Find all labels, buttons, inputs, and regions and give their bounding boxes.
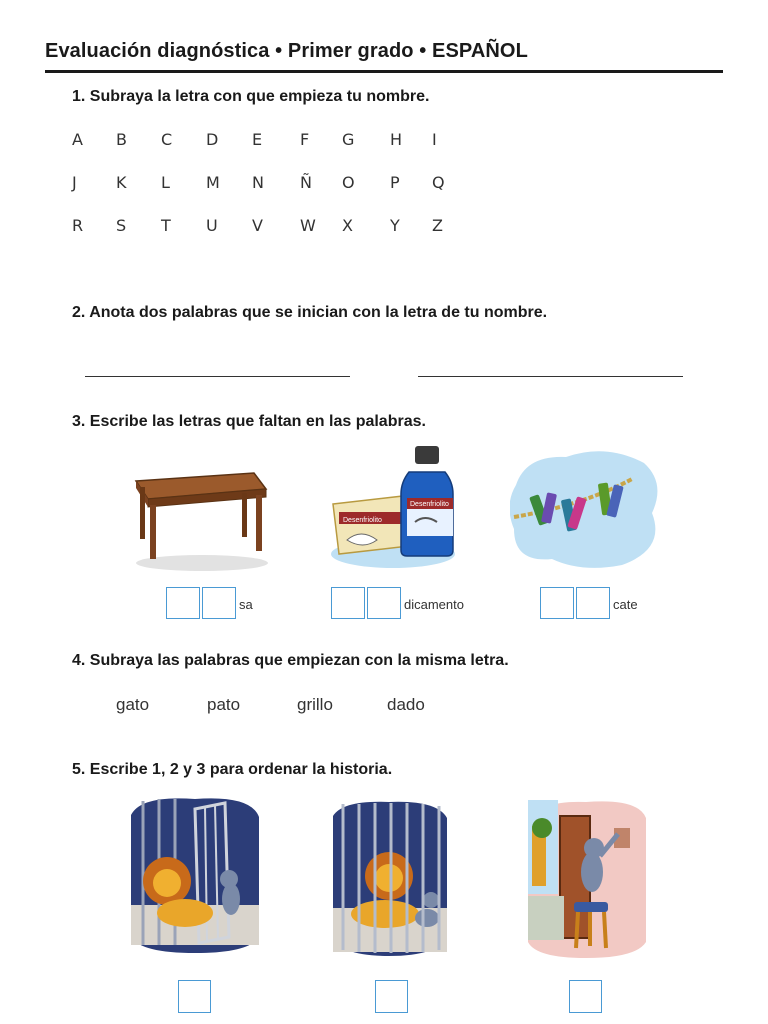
letter-s[interactable]: S: [116, 216, 127, 235]
word-suffix-3: cate: [613, 597, 638, 612]
word-dado[interactable]: dado: [387, 695, 425, 714]
header-rule: [45, 70, 723, 73]
letter-i[interactable]: I: [432, 130, 437, 149]
box-label-text: Desenfriolito: [343, 517, 382, 524]
letter-box-2a[interactable]: [331, 587, 365, 619]
order-box-2[interactable]: [375, 980, 408, 1013]
word-gato[interactable]: gato: [116, 695, 150, 714]
word-grillo[interactable]: grillo: [297, 695, 333, 714]
letter-x[interactable]: X: [342, 216, 353, 235]
answer-line-1[interactable]: [85, 376, 350, 377]
word-suffix-1: sa: [239, 597, 253, 612]
letter-d[interactable]: D: [206, 130, 219, 149]
bottle-label-text: Desenfriolito: [410, 501, 449, 508]
page-title: Evaluación diagnóstica • Primer grado • ESPAÑOL: [45, 40, 528, 62]
letter-m[interactable]: M: [206, 173, 220, 192]
letter-j[interactable]: J: [72, 173, 77, 192]
letter-c[interactable]: C: [161, 130, 173, 149]
word-pato[interactable]: pato: [207, 695, 241, 714]
question-5-prompt: 5. Escribe 1, 2 y 3 para ordenar la historia.: [72, 761, 393, 778]
clothespins-image: [510, 445, 660, 570]
letter-p[interactable]: P: [390, 173, 400, 192]
letter-a[interactable]: A: [72, 130, 83, 149]
question-4-prompt: 4. Subraya las palabras que empiezan con la misma letra.: [72, 652, 509, 669]
letter-r[interactable]: R: [72, 216, 84, 235]
order-box-1[interactable]: [178, 980, 211, 1013]
answer-line-2[interactable]: [418, 376, 683, 377]
letter-n[interactable]: N: [252, 173, 264, 192]
word-suffix-2: dicamento: [404, 597, 464, 612]
letter-box-3b[interactable]: [576, 587, 610, 619]
question-3-prompt: 3. Escribe las letras que faltan en las palabras.: [72, 413, 426, 430]
cat-reaching-door-image: [520, 798, 650, 960]
question-2-prompt: 2. Anota dos palabras que se inician con la letra de tu nombre.: [72, 304, 548, 321]
letter-ñ[interactable]: Ñ: [300, 173, 312, 192]
letter-box-1b[interactable]: [202, 587, 236, 619]
letter-b[interactable]: B: [116, 130, 127, 149]
letter-k[interactable]: K: [116, 173, 127, 192]
letter-o[interactable]: O: [342, 173, 355, 192]
letter-box-2b[interactable]: [367, 587, 401, 619]
letter-w[interactable]: W: [300, 216, 316, 235]
cat-inside-lion-cage-image: [327, 800, 452, 958]
letter-v[interactable]: V: [252, 216, 263, 235]
letter-l[interactable]: L: [161, 173, 170, 192]
order-box-3[interactable]: [569, 980, 602, 1013]
letter-e[interactable]: E: [252, 130, 263, 149]
letter-u[interactable]: U: [206, 216, 218, 235]
letter-box-1a[interactable]: [166, 587, 200, 619]
letter-t[interactable]: T: [161, 216, 171, 235]
medicine-image: [325, 442, 460, 572]
letter-y[interactable]: Y: [390, 216, 400, 235]
letter-z[interactable]: Z: [432, 216, 443, 235]
letter-f[interactable]: F: [300, 130, 310, 149]
cat-opening-lion-cage-image: [125, 795, 265, 955]
letter-q[interactable]: Q: [432, 173, 445, 192]
letter-box-3a[interactable]: [540, 587, 574, 619]
letter-h[interactable]: H: [390, 130, 403, 149]
table-image: [120, 455, 280, 575]
letter-g[interactable]: G: [342, 130, 355, 149]
question-1-prompt: 1. Subraya la letra con que empieza tu nombre.: [72, 88, 430, 105]
